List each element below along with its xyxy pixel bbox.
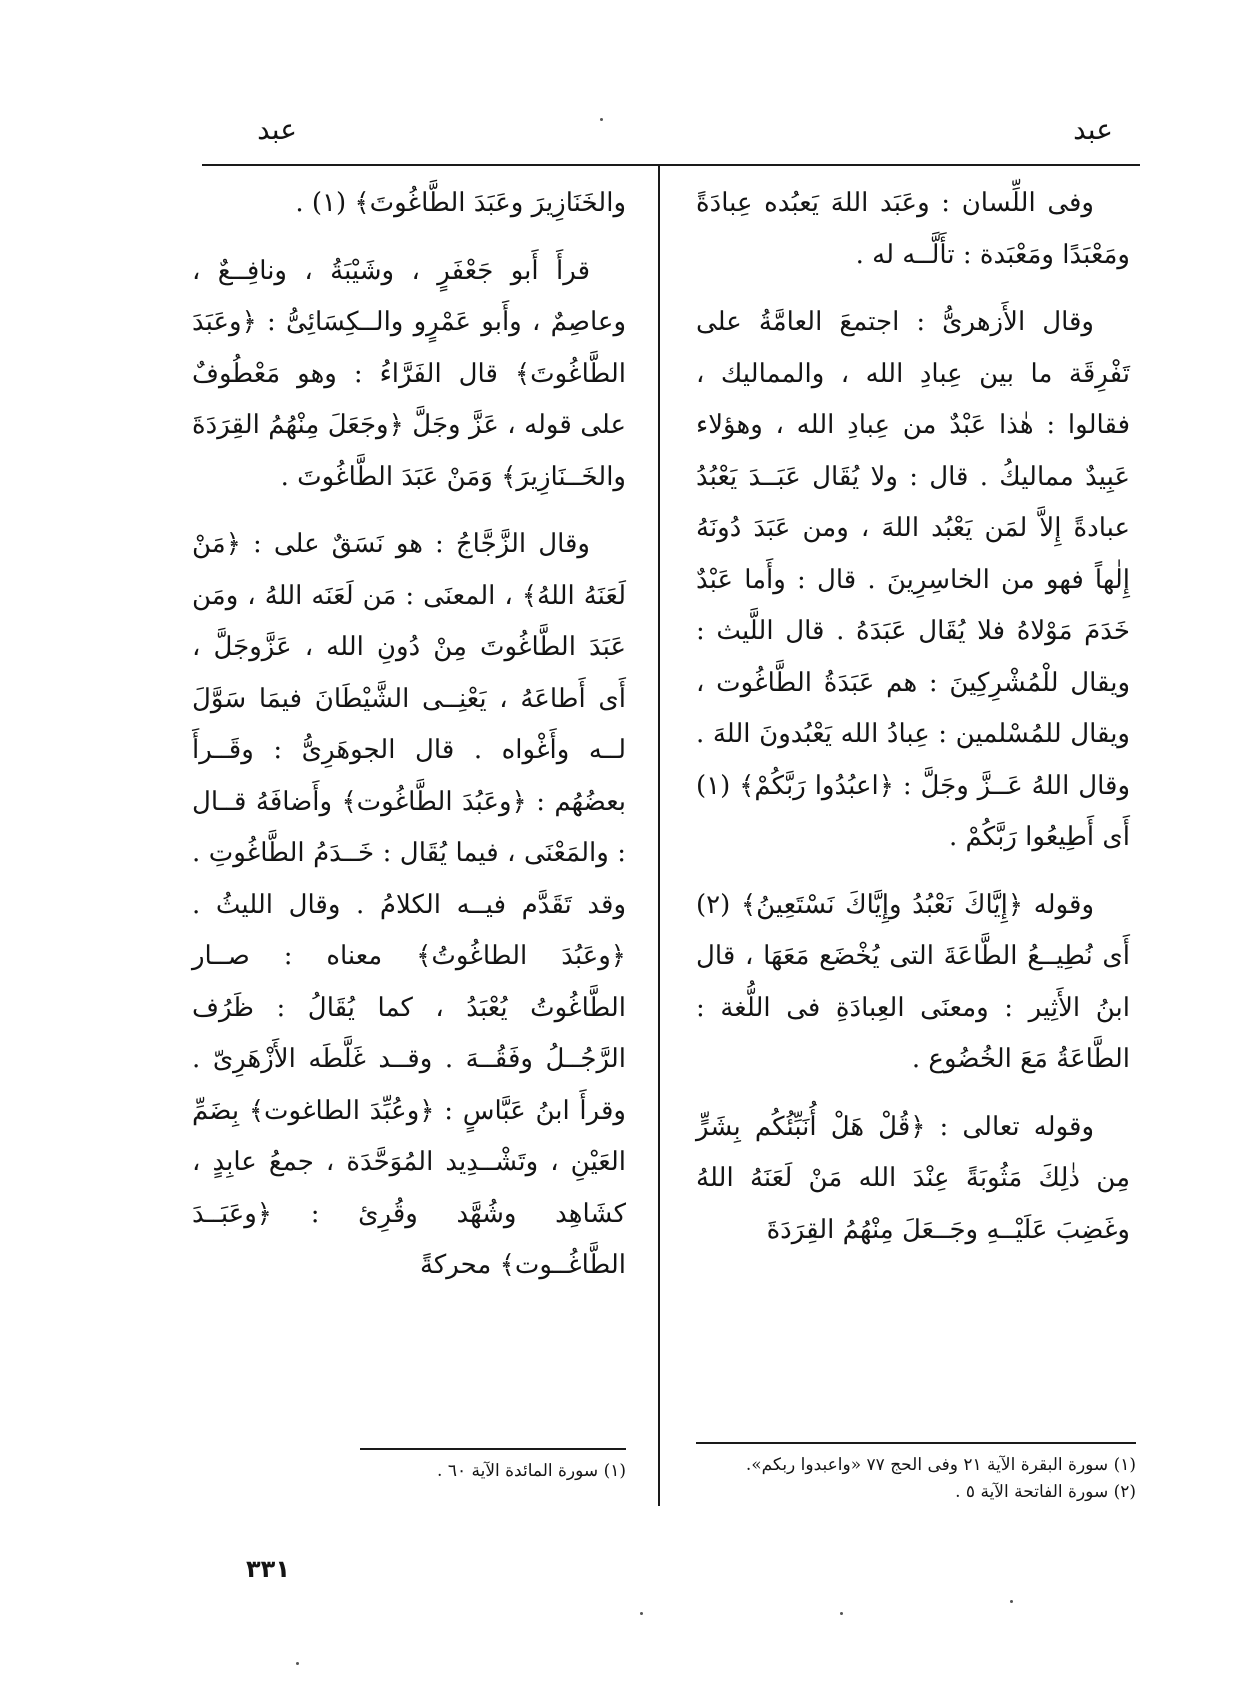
right-column [696, 178, 1130, 1272]
left-paragraph-1: والخَنَازِيرَ وعَبَدَ الطَّاغُوتَ﴾ (١) . [295, 188, 626, 218]
scan-speck [600, 118, 603, 121]
left-paragraph-3: وقال الزَّجَّاجُ : هو نَسَقٌ على : ﴿مَنْ لَعَنَهُ اللهُ﴾ ، المعنَى : مَن لَعَنَه اللهُ ، ومَن عَبَدَ الطَّاغُوتَ مِنْ دُونِ الله ، عَزَّوجَلَّ ، أَى أَطاعَهُ ، يَعْنِــى الشَّيْطَانَ فيمَا سَوَّلَ لــه وأَغْواه . قال الجوهَرِىُّ : وقَــرأَ بعضُهُم : ﴿وعَبُدَ الطَّاغُوت﴾ وأَضافَهُ قــال : والمَعْنَى ، فيما يُقَال : خَــدَمُ الطَّاغُوتِ . وقد تَقَدَّم فيــه الكلامُ . وقال الليثُ . ﴿وعَبُدَ الطاغُوتُ﴾ معناه : صــار الطَّاغُوتُ يُعْبَدُ ، كما يُقَالُ : ظَرُف الرَّجُــلُ وفَقُــهَ . وقــد غَلَّطَه الأَزْهَرِىّ . وقرأَ ابنُ عَبَّاسٍ : ﴿وعُبِّدَ الطاغوت﴾ بِضَمِّ العَيْنِ ، وتَشْــدِيد المُوَحَّدَة ، جمعُ عابِدٍ ، كشَاهِد وشُهَّد وقُرِئ : ﴿وعَبَــدَ الطَّاغُــوت﴾ محركةً [192, 529, 626, 1280]
footnote-left-1: (١) سورة المائدة الآية ٦٠ . [437, 1461, 626, 1481]
left-paragraph-2: قرأَ أَبو جَعْفَرٍ ، وشَيْبَةُ ، ونافِــعٌ ، وعاصِمٌ ، وأَبو عَمْرٍو والــكِسَائِىُّ : ﴿وعَبَدَ الطَّاغُوتَ﴾ قال الفَرَّاءُ : وهو مَعْطُوفٌ على قوله ، عَزَّ وجَلَّ ﴿وجَعَلَ مِنْهُمُ القِرَدَةَ والخَــنَازِيرَ﴾ وَمَنْ عَبَدَ الطَّاغُوتَ . [192, 255, 626, 492]
scan-speck [840, 1612, 843, 1615]
column-divider [658, 166, 660, 1506]
scan-speck [1010, 1600, 1013, 1603]
left-column [192, 178, 626, 1308]
right-paragraph-4: وقوله تعالى : ﴿قُلْ هَلْ أُنَبِّئُكُم بِشَرٍّ مِن ذٰلِكَ مَثُوبَةً عِنْدَ الله مَنْ لَعَنَهُ اللهُ وغَضِبَ عَلَيْــهِ وجَــعَلَ مِنْهُمُ القِرَدَةَ [696, 1111, 1130, 1245]
scan-speck [296, 1662, 299, 1665]
page-number: ٣٣١ [246, 1555, 290, 1583]
right-footnotes [696, 1442, 1136, 1506]
right-paragraph-1: وفى اللِّسان : وعَبَد اللهَ يَعبُده عِبادَةً ومَعْبَدًا ومَعْبَدة : تأَلَّــه له . [696, 188, 1130, 270]
footnote-right-2: (٢) سورة الفاتحة الآية ٥ . [955, 1482, 1136, 1502]
footnote-rule-right [696, 1442, 1136, 1444]
running-head-left: عبد [257, 113, 297, 146]
left-footnotes [360, 1458, 626, 1485]
footnote-right-1: (١) سورة البقرة الآية ٢١ وفى الحج ٧٧ «واعبدوا ربكم». [745, 1455, 1136, 1475]
right-paragraph-2: وقال الأَزهرىُّ : اجتمعَ العامَّةُ على تَفْرِقَة ما بين عِبادِ الله ، والمماليك ، فقالوا : هٰذا عَبْدٌ من عِبادِ الله ، وهؤلاء عَبِيدٌ مماليكُ . قال : ولا يُقَال عَبَــدَ يَعْبُدُ عبادةً إِلاَّ لمَن يَعْبُد اللهَ ، ومن عَبَدَ دُونَهُ إِلٰهاً فهو من الخاسِرِينَ . قال : وأَما عَبْدٌ خَدَمَ مَوْلاهُ فلا يُقَال عَبَدَهُ . قال اللَّيث : ويقال للْمُشْرِكِينَ : هم عَبَدَةُ الطَّاغُوت ، ويقال للمُسْلمين : عِبادُ الله يَعْبُدونَ اللهَ . وقال اللهُ عَــزَّ وجَلَّ : ﴿اعبُدُوا رَبَّكُمْ﴾ (١) أَى أَطِيعُوا رَبَّكُمْ . [696, 307, 1130, 852]
running-head-right: عبد [1073, 113, 1113, 146]
footnote-rule-left [360, 1448, 626, 1450]
scan-speck [640, 1612, 643, 1615]
right-paragraph-3: وقوله ﴿إِيَّاكَ نَعْبُدُ وإِيَّاكَ نَسْتَعِينُ﴾ (٢) أَى نُطِيــعُ الطَّاعَةَ التى يُخْضَع مَعَهَا ، قال ابنُ الأَثِير : ومعنَى العِبادَةِ فى اللُّغة : الطَّاعَةُ مَعَ الخُضُوع . [696, 889, 1130, 1074]
header-rule [202, 164, 1140, 166]
